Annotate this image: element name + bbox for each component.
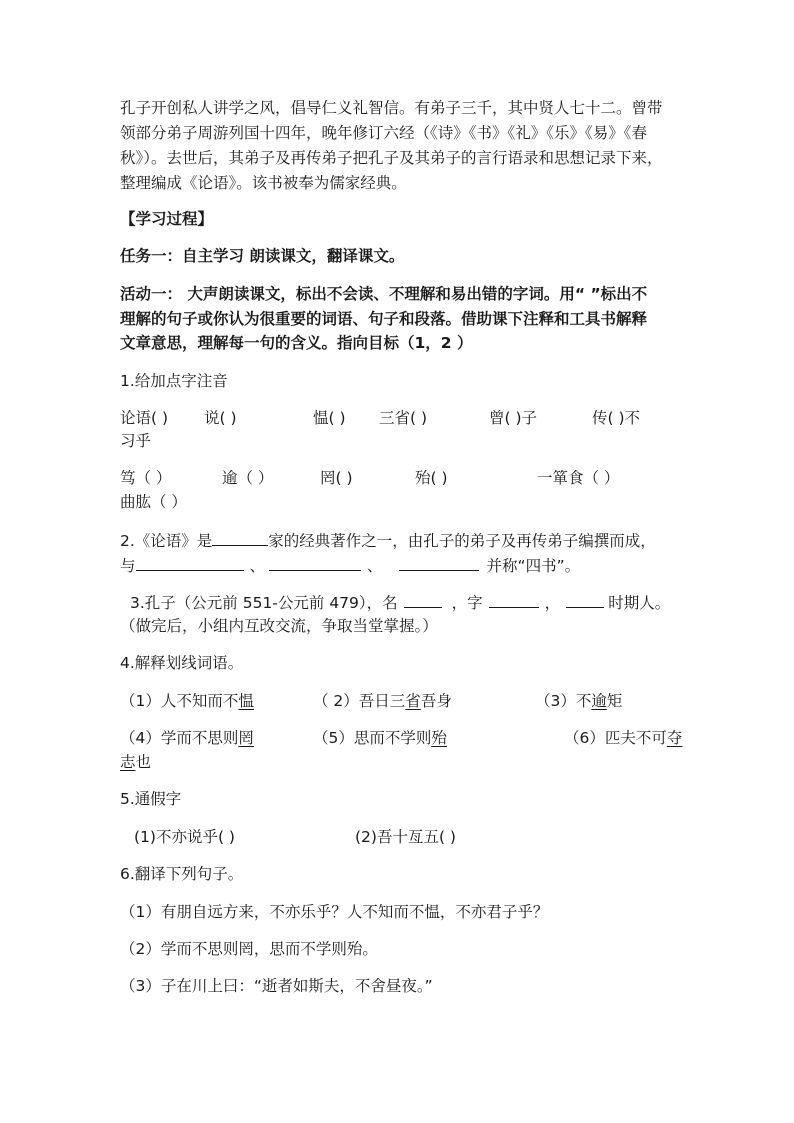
q5-item-1: (1)不亦说乎( ) bbox=[134, 828, 235, 846]
activity-1-line-1: 活动一： 大声朗读课文，标出不会读、不理解和易出错的字词。用“ ”标出不 bbox=[120, 285, 648, 303]
q1-item: 笃（ ） bbox=[120, 469, 172, 487]
q6-sentence-3: （3）子在川上曰：“逝者如斯夫，不舍昼夜。” bbox=[120, 977, 433, 995]
q2-line-1 bbox=[120, 530, 656, 552]
q1-title: 1.给加点字注音 bbox=[120, 372, 228, 390]
q4-underlined-word: 志 bbox=[120, 753, 136, 771]
task-1-heading: 任务一：自主学习 朗读课文，翻译课文。 bbox=[120, 247, 405, 265]
q1-row1-continuation: 习乎 bbox=[120, 432, 152, 450]
q4-item-2 bbox=[313, 690, 452, 712]
q1-item: 说( ) bbox=[204, 409, 237, 427]
q6-sentence-2: （2）学而不思则罔，思而不学则殆。 bbox=[120, 940, 378, 958]
q3-blank-era[interactable] bbox=[566, 593, 604, 608]
q2-text: 家的经典著作之一，由孔子的弟子及再传弟子编撰而成， bbox=[268, 532, 656, 550]
q1-item: 逾（ ） bbox=[222, 469, 274, 487]
q3-line-1 bbox=[130, 592, 670, 614]
q4-item-3 bbox=[535, 690, 622, 712]
q3-blank-name[interactable] bbox=[404, 593, 442, 608]
q3-text: 时期人。 bbox=[608, 594, 671, 612]
q6-sentence-1: （1）有朋自远方来，不亦乐乎？人不知而不愠，不亦君子乎？ bbox=[120, 903, 549, 921]
q6-title: 6.翻译下列句子。 bbox=[120, 865, 244, 883]
intro-line-2: 领部分弟子周游列国十四年，晚年修订六经（《诗》《书》《礼》《乐》《易》《春 bbox=[120, 124, 648, 142]
q4-item-text: 也 bbox=[135, 753, 152, 771]
q3-text: ， bbox=[544, 594, 561, 612]
q4-item-text: （3）不 bbox=[535, 692, 592, 710]
q1-item: 一箪食（ ） bbox=[537, 469, 620, 487]
q3-text: ，字 bbox=[451, 594, 483, 612]
q4-item-text: 吾身 bbox=[420, 692, 452, 710]
q3-line-2: （做完后，小组内互改交流，争取当堂掌握。） bbox=[120, 617, 438, 635]
q2-text: 2.《论语》是 bbox=[120, 532, 213, 550]
q3-blank-style-name[interactable] bbox=[489, 593, 539, 608]
q2-line-2 bbox=[120, 555, 580, 577]
q4-underlined-word: 罔 bbox=[238, 729, 254, 747]
q2-text: 并称“四书”。 bbox=[486, 557, 581, 575]
activity-1-line-3: 文章意思，理解每一句的含义。指向目标（1，2 ） bbox=[120, 334, 473, 352]
q4-item-text: （6）匹夫不可 bbox=[564, 729, 667, 747]
q2-text: 与 bbox=[120, 557, 136, 575]
intro-line-1: 孔子开创私人讲学之风，倡导仁义礼智信。有弟子三千，其中贤人七十二。曾带 bbox=[120, 99, 663, 117]
q2-blank-school[interactable] bbox=[212, 531, 268, 546]
q1-item: 愠( ) bbox=[313, 409, 346, 427]
q2-blank-book-3[interactable] bbox=[399, 556, 479, 571]
intro-line-4: 整理编成《论语》。该书被奉为儒家经典。 bbox=[120, 174, 407, 192]
q2-separator: 、 bbox=[367, 557, 383, 575]
q1-item: 殆( ) bbox=[415, 469, 448, 487]
q5-item-2: (2)吾十亙五( ) bbox=[355, 828, 456, 846]
q4-item-text: 矩 bbox=[606, 692, 623, 710]
q1-row2-continuation: 曲肱（ ） bbox=[120, 493, 187, 511]
q4-item-text: （5）思而不学则 bbox=[313, 729, 432, 747]
q1-item: 曾( )子 bbox=[489, 409, 538, 427]
q4-underlined-word: 殆 bbox=[431, 729, 447, 747]
q4-title: 4.解释划线词语。 bbox=[120, 654, 244, 672]
q4-underlined-word: 夺 bbox=[666, 729, 683, 747]
q4-item-4 bbox=[120, 727, 254, 749]
q4-item-text: （1）人不知而不 bbox=[120, 692, 239, 710]
q4-item-1 bbox=[120, 690, 254, 712]
intro-line-3: 秋》）。去世后，其弟子及再传弟子把孔子及其弟子的言行语录和思想记录下来， bbox=[120, 149, 663, 167]
q4-item-5 bbox=[313, 727, 447, 749]
q4-item-6 bbox=[564, 727, 682, 749]
q2-blank-book-1[interactable] bbox=[136, 556, 244, 571]
q4-underlined-word: 愠 bbox=[238, 692, 254, 710]
q4-item-6-continuation bbox=[120, 751, 151, 773]
q1-item: 论语( ) bbox=[120, 409, 169, 427]
q1-item: 传( )不 bbox=[592, 409, 641, 427]
q5-title: 5.通假字 bbox=[120, 790, 182, 808]
q4-underlined-word: 逾 bbox=[591, 692, 607, 710]
q2-blank-book-2[interactable] bbox=[269, 556, 361, 571]
q4-underlined-word: 省 bbox=[405, 692, 421, 710]
section-heading: 【学习过程】 bbox=[120, 210, 214, 228]
q4-item-text: （4）学而不思则 bbox=[120, 729, 239, 747]
q1-item: 三省( ) bbox=[379, 409, 428, 427]
activity-1-line-2: 理解的句子或你认为很重要的词语、句子和段落。借助课下注释和工具书解释 bbox=[120, 310, 648, 328]
q2-separator: 、 bbox=[249, 557, 266, 575]
q3-text: 3.孔子（公元前 551-公元前 479），名 bbox=[130, 594, 398, 612]
q4-item-text: （ 2）吾日三 bbox=[313, 692, 406, 710]
q1-item: 罔( ) bbox=[320, 469, 353, 487]
